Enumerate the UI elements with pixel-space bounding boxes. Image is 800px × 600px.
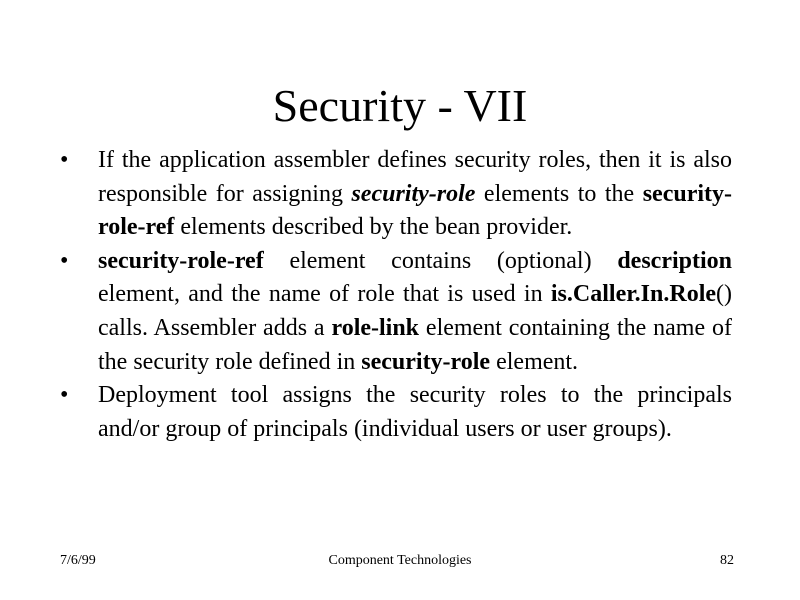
footer-date: 7/6/99 <box>60 553 96 568</box>
text-segment: elements described by the bean provider. <box>174 214 573 241</box>
footer-title: Component Technologies <box>328 553 472 568</box>
term-is-caller-in-role: is.Caller.In.Role <box>550 281 717 308</box>
slide-title: Security - VII <box>272 79 528 131</box>
text-segment: If the application assembler defines security roles, then it is also responsible for assigning <box>98 147 732 207</box>
bullet-icon: • <box>60 147 69 173</box>
term-role-link: role-link <box>331 314 420 341</box>
text-segment: element containing the name of the security role defined in <box>98 314 732 375</box>
text-segment: element. <box>490 348 579 375</box>
bullet-icon: • <box>60 382 69 409</box>
text-segment: element contains (optional) <box>263 247 618 274</box>
bullet-icon: • <box>60 247 69 274</box>
text-segment: element, and the name of role that is used in <box>98 281 551 308</box>
bullet-list <box>60 144 732 446</box>
bullet-item <box>60 379 732 446</box>
bullet-item <box>60 245 732 379</box>
bullet-text <box>98 248 732 375</box>
text-segment: elements to the <box>475 180 643 207</box>
bullet-item <box>60 144 732 245</box>
term-security-role: security-role <box>361 348 491 375</box>
term-security-role-ref: security-role-ref <box>98 180 732 241</box>
term-security-role-ref: security-role-ref <box>98 247 264 274</box>
page-number: 82 <box>720 553 734 568</box>
bullet-text: Deployment tool assigns the security roles to the principals and/or group of principals (individual users or user groups). <box>98 382 732 442</box>
term-description: description <box>617 247 732 274</box>
bullet-text <box>98 147 732 240</box>
term-security-role: security-role <box>351 180 476 207</box>
text-segment: () calls. Assembler adds a <box>98 281 732 341</box>
